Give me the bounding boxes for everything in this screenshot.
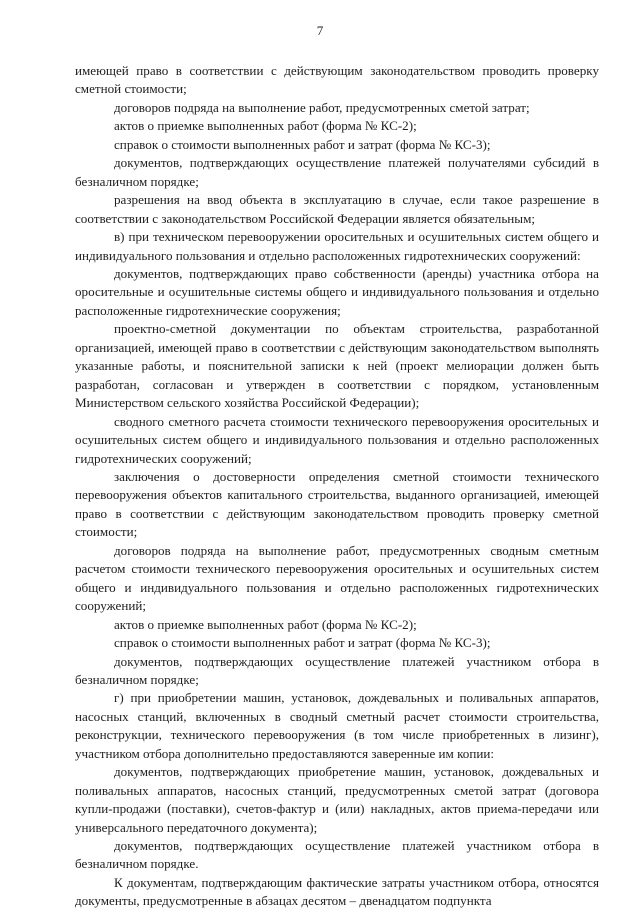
paragraph: справок о стоимости выполненных работ и затрат (форма № КС-3); xyxy=(114,136,491,152)
paragraph: К документам, подтверждающим фактические затраты участником отбора, относятся документы, предусмотренные в абзацах десятом – двенадцатом подпункта xyxy=(75,874,599,909)
document-body xyxy=(75,62,599,911)
paragraph: документов, подтверждающих осуществление платежей участником отбора в безналичном порядке; xyxy=(75,653,599,687)
paragraph: справок о стоимости выполненных работ и затрат (форма № КС-3); xyxy=(114,635,491,651)
paragraph: документов, подтверждающих право собственности (аренды) участника отбора на оросительные и осушительные системы общего и индивидуального пользования и отдельно расположенные гидротехнические сооружения; xyxy=(75,265,599,318)
paragraph: договоров подряда на выполнение работ, предусмотренных сметой затрат; xyxy=(114,99,530,115)
paragraph: актов о приемке выполненных работ (форма № КС-2); xyxy=(114,616,417,632)
paragraph: имеющей право в соответствии с действующим законодательством проводить проверку сметной стоимости; xyxy=(75,63,599,97)
paragraph: договоров подряда на выполнение работ, предусмотренных сводным сметным расчетом стоимости технического перевооружения оросительных и осушительных систем общего и индивидуального пользования и отдельно расположенных гидротехнических сооружений; xyxy=(75,542,599,614)
paragraph: заключения о достоверности определения сметной стоимости технического перевооружения объектов капитального строительства, выданного организацией, имеющей право в соответствии с действующим законодательством проводить проверку сметной стоимости; xyxy=(75,468,599,540)
paragraph: разрешения на ввод объекта в эксплуатацию в случае, если такое разрешение в соответствии с законодательством Российской Федерации является обязательным; xyxy=(75,192,599,226)
page-number: 7 xyxy=(316,23,324,38)
paragraph: документов, подтверждающих осуществление платежей участником отбора в безналичном порядке. xyxy=(75,838,599,872)
paragraph: сводного сметного расчета стоимости технического перевооружения оросительных и осушительных систем общего и индивидуального пользования и отдельно расположенных гидротехнических сооружений; xyxy=(75,413,599,466)
paragraph: документов, подтверждающих осуществление платежей получателями субсидий в безналичном порядке; xyxy=(75,155,599,189)
paragraph: проектно-сметной документации по объектам строительства, разработанной организацией, имеющей право в соответствии с действующим законодательством выполнять указанные работы, и пояснительной записки к ней (проект мелиорации должен быть разработан, согласован и утвержден в соответствии с порядком, установленным Министерством сельского хозяйства Российской Федерации); xyxy=(75,321,599,411)
paragraph: документов, подтверждающих приобретение машин, установок, дождевальных и поливальных аппаратов, насосных станций, предусмотренных сметой затрат (договора купли-продажи (поставки), счетов-фактур и (или) накладных, актов приема-передачи или универсального передаточного документа); xyxy=(75,764,599,835)
paragraph: в) при техническом перевооружении оросительных и осушительных систем общего и индивидуального пользования и отдельно расположенных гидротехнических сооружений: xyxy=(75,229,599,263)
paragraph: г) при приобретении машин, установок, дождевальных и поливальных аппаратов, насосных станций, включенных в сводный сметный расчет стоимости строительства, реконструкции, технического перевооружения (в том числе приобретенных в лизинг), участником отбора дополнительно предоставляются заверенные им копии: xyxy=(75,690,599,761)
paragraph: актов о приемке выполненных работ (форма № КС-2); xyxy=(114,118,417,134)
